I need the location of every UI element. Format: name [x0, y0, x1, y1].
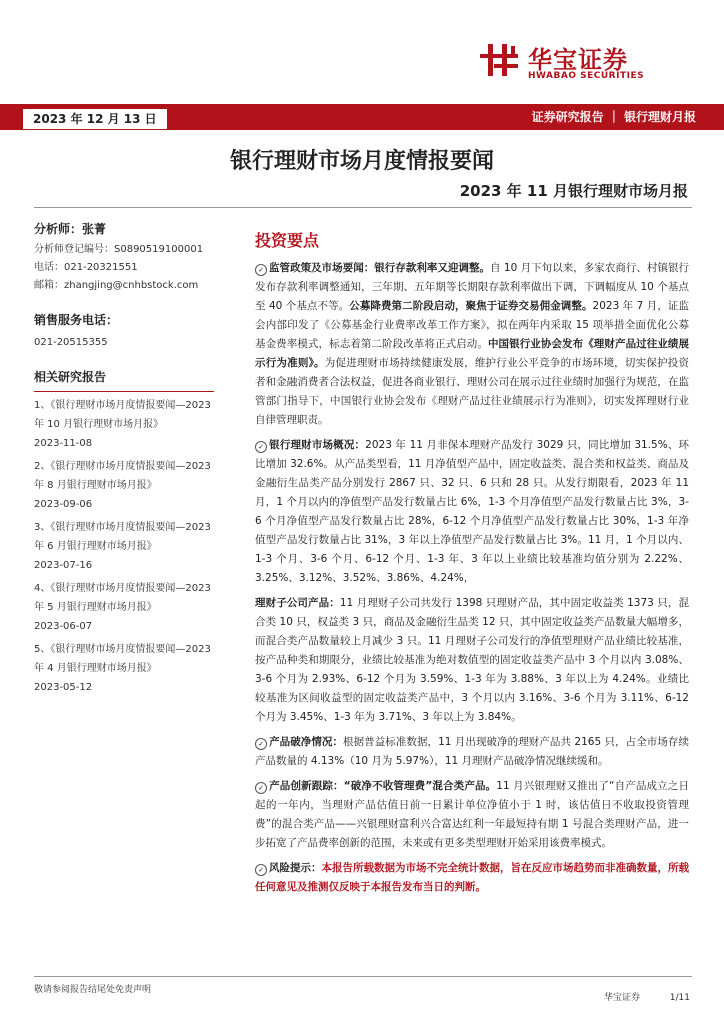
main-content: [255, 228, 689, 903]
title-divider: [34, 207, 692, 208]
bullet-icon: ✓: [255, 738, 267, 750]
related-reports-title: 相关研究报告: [34, 368, 214, 392]
page-number: 1/11: [669, 993, 690, 1003]
footer-page-info: [604, 990, 690, 1003]
hwabao-logo-icon: [480, 42, 520, 78]
analyst-title: 分析师：张菁: [34, 222, 107, 236]
bullet-icon: ✓: [255, 864, 267, 876]
list-item[interactable]: 1、《银行理财市场月度情报要闻—2023 年 10 月银行理财市场月报》 2023-11-08: [34, 400, 211, 449]
analyst-email[interactable]: 邮箱：zhangjing@cnhbstock.com: [34, 280, 199, 291]
related-reports-list: [34, 396, 214, 697]
sales-phone: 021-20515355: [34, 337, 108, 348]
paragraph-regulation: ✓ 监管政策及市场要闻：银行存款利率又迎调整。自 10 月下旬以来，多家农商行、村镇银行发布存款利率调整通知，三年期、五年期等长期限存款利率做出下调，下调幅度从 10 个基点至 40 个基点不等。公募降费第二阶段启动，聚焦于证券交易佣金调整。2023 年 7 月，证监会内部印发了《公募基金行业费率改革工作方案》，拟在两年内采取 15 项举措全面优化公募基金费率模式，标志着第二阶段改革将正式启动。中国银行业协会发布《理财产品过往业绩展示行为准则》。为促进理财市场持续健康发展，维护行业公平竞争的市场环境，切实保护投资者和金融消费者合法权益，促进各商业银行、理财公司在展示过往业绩时加强行为规范，在监管部门指导下，中国银行业协会发布《理财产品过往业绩展示行为准则》，切实发挥理财行业自律管理职责。: [255, 262, 690, 426]
footer-disclaimer: 敬请参阅报告结尾处免责声明: [34, 985, 152, 995]
bullet-icon: ✓: [255, 782, 267, 794]
list-item[interactable]: 2、《银行理财市场月度情报要闻—2023 年 8 月银行理财市场月报》 2023-09-06: [34, 461, 211, 510]
report-date: 2023 年 12 月 13 日: [22, 108, 168, 130]
analyst-phone: 电话：021-20321551: [34, 262, 138, 273]
report-category: 证券研究报告 ｜ 银行理财月报: [531, 110, 696, 124]
sales-title: 销售服务电话：: [34, 313, 119, 327]
sidebar: [34, 220, 214, 697]
paragraph-innovation: ✓ 产品创新跟踪：“破净不收管理费”混合类产品。11 月兴银理财又推出了“自产品成立之日起的一年内，当理财产品估值日前一日累计单位净值小于 1 时，该估值日不收取投资管理费”的混合类产品——兴银理财富利兴合富达红利一年最短持有期 1 号混合类理财产品，进一步拓宽了产品费率创新的范围，未来或有更多类型理财开始采用该费率模式。: [255, 780, 689, 849]
section-title: 投资要点: [255, 231, 320, 250]
brand-name-en: HWABAO SECURITIES: [528, 71, 645, 81]
footer-company: 华宝证券: [604, 993, 641, 1003]
bullet-icon: ✓: [255, 264, 267, 276]
paragraph-risk: ✓ 风险提示：本报告所载数据为市场不完全统计数据，旨在反应市场趋势而非准确数量，所载任何意见及推测仅反映于本报告发布当日的判断。: [255, 862, 689, 893]
list-item[interactable]: 3、《银行理财市场月度情报要闻—2023 年 6 月银行理财市场月报》 2023-07-16: [34, 522, 211, 571]
brand-logo: [480, 38, 690, 98]
list-item[interactable]: 5、《银行理财市场月度情报要闻—2023 年 4 月银行理财市场月报》 2023-05-12: [34, 644, 211, 693]
bullet-icon: ✓: [255, 441, 267, 453]
paragraph-break-net: ✓ 产品破净情况：根据普益标准数据，11 月出现破净的理财产品共 2165 只，占全市场存续产品数量的 4.13%（10 月为 5.97%），11 月理财产品破净情况继续缓和。: [255, 736, 689, 767]
list-item[interactable]: 4、《银行理财市场月度情报要闻—2023 年 5 月银行理财市场月报》 2023-06-07: [34, 583, 211, 632]
page-subtitle: 2023 年 11 月银行理财市场月报: [459, 182, 688, 200]
brand-name-cn: 华宝证券: [528, 46, 628, 74]
page-title: 银行理财市场月度情报要闻: [229, 149, 494, 174]
paragraph-subsidiary-products: 理财子公司产品：11 月理财子公司共发行 1398 只理财产品，其中固定收益类 1373 只，混合类 10 只，权益类 3 只，商品及金融衍生品类 12 只，其中固定收益类产品数量大幅增多，而混合类产品数量较上月减少 3 只。11 月理财子公司发行的净值型理财产品业绩比较基准，按产品种类和期限分，业绩比较基准为绝对数值型的固定收益类产品中 3 个月以内 3.08%、3-6 个月为 2.93%、6-12 个月为 3.59%、1-3 年为 3.88%、3 年以上为 4.24%。业绩比较基准为区间收益型的固定收益类产品中，3 个月以内 3.16%、3-6 个月为 3.11%、6-12 个月为 3.45%、1-3 年为 3.71%、3 年以上为 3.84%。: [255, 597, 690, 723]
footer-divider: [34, 976, 692, 977]
paragraph-market-overview: ✓ 银行理财市场概况：2023 年 11 月非保本理财产品发行 3029 只，同比增加 31.5%、环比增加 32.6%。从产品类型看，11 月净值型产品中，固定收益类、混合类和权益类、商品及金融衍生品类产品分别发行 2867 只、32 只、6 只和 28 只。从发行期限看，2023 年 11 月，1 个月以内的净值型产品发行数量占比 6%，1-3 个月净值型产品发行数量占比 3%，3-6 个月净值型产品发行数量占比 28%，6-12 个月净值型产品发行数量占比 30%，1-3 年净值型产品发行数量占比 31%，3 年以上净值型产品发行数量占比 3%。11 月，1 个月以内、1-3 个月、3-6 个月、6-12 个月、1-3 年、3 年以上业绩比较基准均值分别为 2.22%、3.25%、3.12%、3.52%、3.86%、4.24%，: [255, 439, 690, 584]
analyst-cert: 分析师登记编号：S0890519100001: [34, 244, 204, 255]
